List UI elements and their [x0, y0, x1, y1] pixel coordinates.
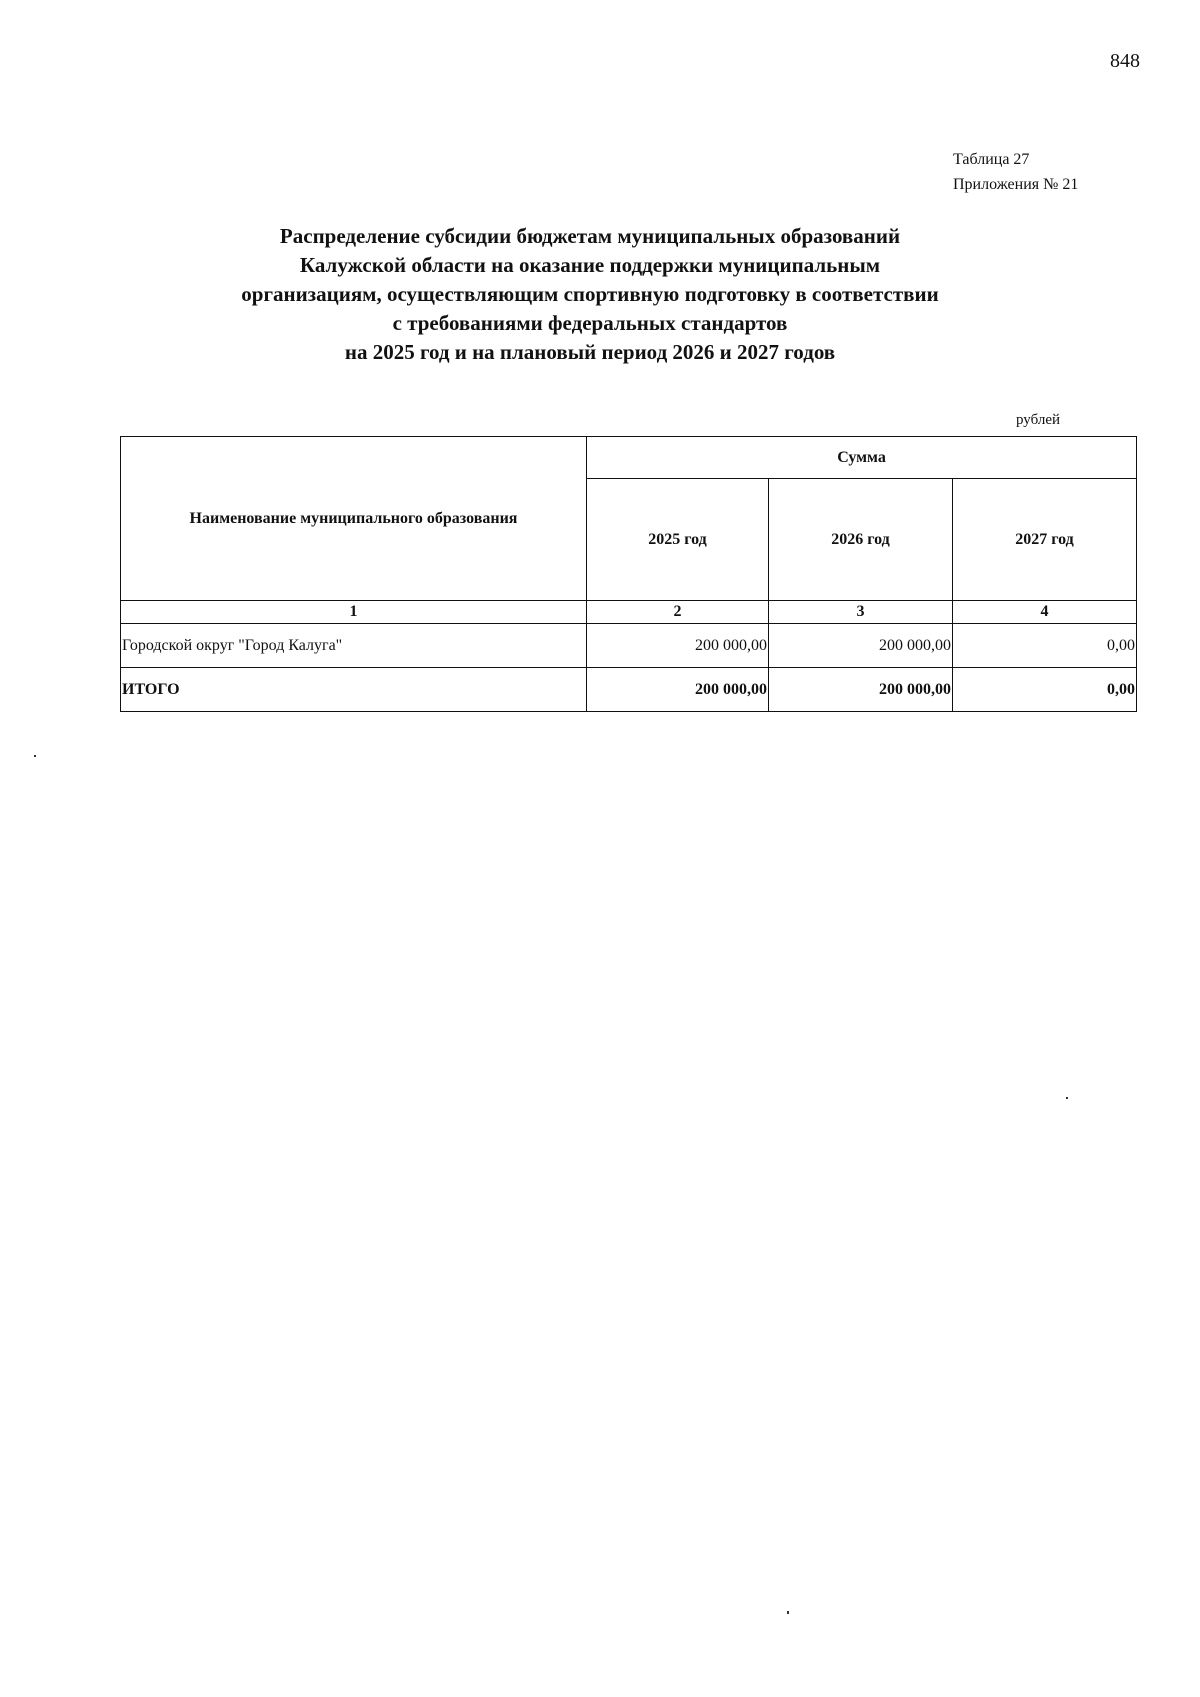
title-line-3: организациям, осуществляющим спортивную подготовку в соответствии [241, 282, 939, 306]
subsidy-table [120, 436, 1137, 712]
value-2027-cell: 0,00 [953, 624, 1137, 668]
total-row [121, 668, 1137, 712]
column-number-2: 2 [587, 601, 769, 624]
scan-speck [34, 755, 36, 757]
column-number-row [121, 601, 1137, 624]
units-label: рублей [1016, 412, 1061, 428]
value-2025-cell: 200 000,00 [587, 624, 769, 668]
column-number-1: 1 [121, 601, 587, 624]
municipality-name-cell: Городской округ "Город Калуга" [121, 624, 587, 668]
header-year-2025: 2025 год [587, 479, 769, 601]
header-year-2027: 2027 год [953, 479, 1137, 601]
header-municipality-name: Наименование муниципального образования [121, 437, 587, 601]
table-row [121, 624, 1137, 668]
table-reference [953, 147, 1078, 197]
column-number-3: 3 [769, 601, 953, 624]
column-number-4: 4 [953, 601, 1137, 624]
title-line-1: Распределение субсидии бюджетам муниципальных образований [279, 224, 901, 248]
total-2026-cell: 200 000,00 [769, 668, 953, 712]
scan-speck [1066, 1097, 1068, 1099]
title-line-2: Калужской области на оказание поддержки муниципальным [299, 253, 881, 277]
title-line-5: на 2025 год и на плановый период 2026 и 2027 годов [344, 340, 836, 364]
page-number: 848 [1110, 50, 1140, 72]
total-label-cell: ИТОГО [121, 668, 587, 712]
table-reference-line-1: Таблица 27 [953, 151, 1030, 168]
scan-speck [787, 1611, 789, 1614]
document-title [180, 222, 1000, 367]
header-sum: Сумма [587, 437, 1137, 479]
title-line-4: с требованиями федеральных стандартов [392, 311, 788, 335]
header-year-2026: 2026 год [769, 479, 953, 601]
table-reference-line-2: Приложения № 21 [953, 176, 1079, 193]
value-2026-cell: 200 000,00 [769, 624, 953, 668]
total-2025-cell: 200 000,00 [587, 668, 769, 712]
total-2027-cell: 0,00 [953, 668, 1137, 712]
header-row-sum [121, 437, 1137, 479]
